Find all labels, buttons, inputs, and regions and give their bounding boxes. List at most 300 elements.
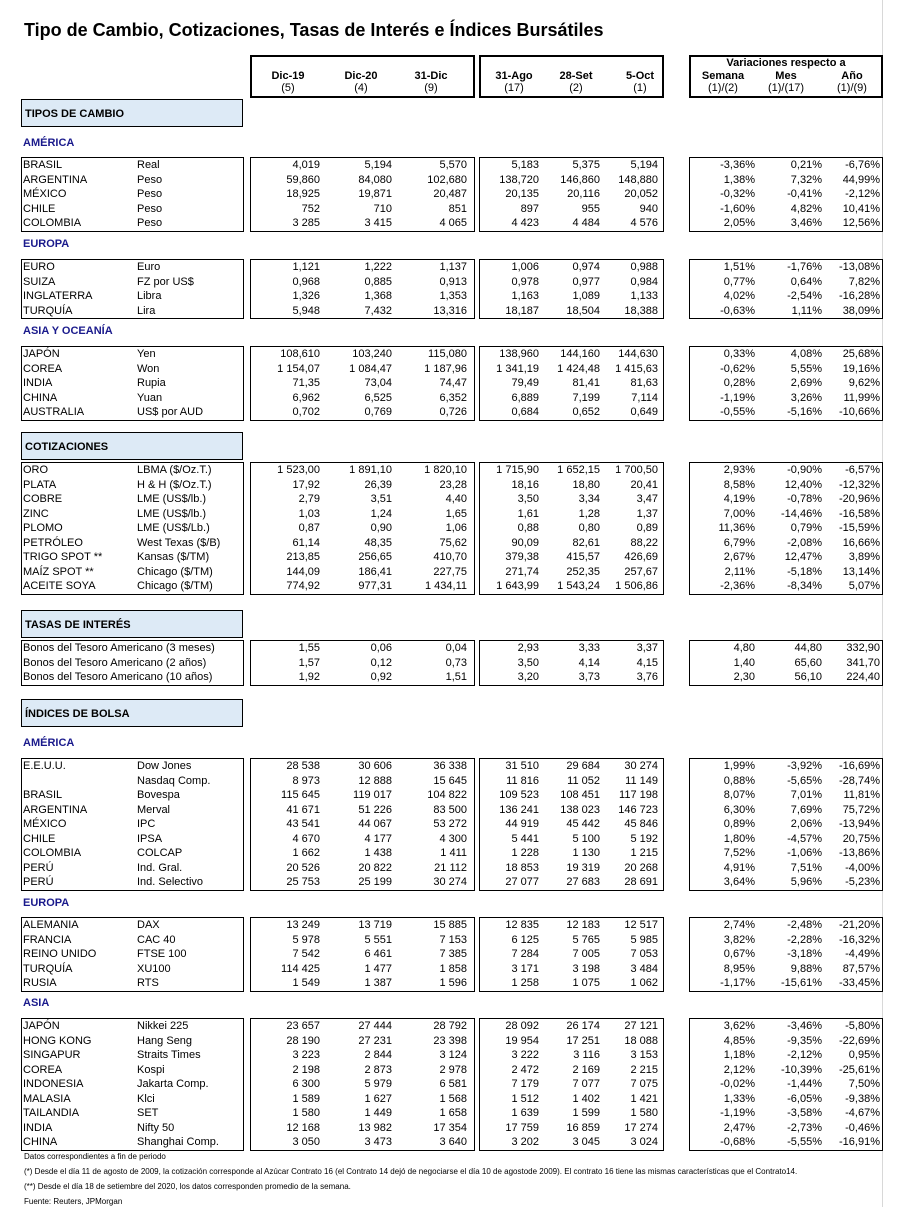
row-value: 13 249: [286, 919, 320, 931]
row-value: -3,36%: [720, 159, 755, 171]
row-value: -2,28%: [787, 933, 822, 946]
row-value: 0,974: [572, 261, 600, 273]
row-value: 3 124: [439, 1049, 467, 1061]
row-label: MÉXICO: [23, 188, 67, 200]
row-value: 6 461: [364, 948, 392, 960]
row-value: -4,49%: [845, 948, 880, 960]
row-value: 774,92: [286, 580, 320, 592]
row-instrument: LBMA ($/Oz.T.): [137, 464, 212, 476]
row-value: 1,33%: [723, 1092, 755, 1105]
row-value: 1,99%: [723, 760, 755, 772]
row-value: 1,65: [445, 507, 467, 520]
row-value: 18,388: [624, 304, 658, 317]
row-label: CHINA: [23, 1136, 58, 1148]
row-value: 7,51%: [790, 861, 822, 874]
row-value: 4,82%: [790, 202, 822, 215]
row-value: 51 226: [358, 803, 392, 816]
row-value: 851: [448, 202, 467, 215]
row-value: 117 198: [619, 789, 658, 801]
row-value: 0,64%: [790, 275, 822, 288]
row-value: 7 005: [572, 948, 600, 960]
row-value: 3 223: [292, 1049, 320, 1061]
row-label: ACEITE SOYA: [23, 580, 96, 592]
row-value: -0,63%: [720, 304, 755, 317]
row-value: 25 199: [358, 876, 392, 888]
row-value: 1,37: [636, 507, 658, 520]
row-value: -9,38%: [845, 1092, 880, 1105]
row-value: 1 062: [630, 977, 658, 989]
row-instrument: Ind. Gral.: [137, 861, 183, 874]
row-instrument: Peso: [137, 173, 163, 186]
variation-col-0: [691, 70, 755, 94]
row-value: 0,28%: [723, 377, 755, 389]
row-instrument: LME (US$/Lb.): [137, 522, 210, 534]
row-instrument: DAX: [137, 919, 160, 931]
row-value: 2,74%: [723, 919, 755, 931]
row-instrument: XU100: [137, 962, 171, 975]
row-value: 79,49: [511, 377, 539, 389]
row-value: 0,885: [364, 275, 392, 288]
row-value: 136 241: [499, 803, 539, 816]
section-title-tasas-de-inter-s: TASAS DE INTERÉS: [21, 610, 243, 638]
row-value: 48,35: [364, 536, 392, 549]
row-value: -13,86%: [839, 847, 880, 859]
row-value: 0,988: [630, 261, 658, 273]
row-label: ARGENTINA: [23, 803, 88, 816]
header-col-5: [605, 70, 675, 94]
row-value: 3 116: [573, 1049, 600, 1061]
row-value: 5,375: [572, 159, 600, 171]
row-instrument: Nikkei 225: [137, 1020, 189, 1032]
row-value: 2,93: [517, 642, 539, 654]
row-value: 28 538: [286, 760, 320, 772]
row-value: 1 580: [292, 1107, 320, 1119]
row-value: -21,20%: [839, 919, 880, 931]
row-value: -6,76%: [845, 159, 880, 171]
row-instrument: Ind. Selectivo: [137, 876, 204, 888]
row-value: 7,01%: [790, 789, 822, 801]
row-value: 1,24: [370, 507, 392, 520]
row-label: SINGAPUR: [23, 1049, 81, 1061]
row-value: 1,121: [292, 261, 320, 273]
row-value: 6 581: [439, 1078, 467, 1090]
row-value: 1,57: [298, 656, 320, 669]
row-value: 8,07%: [723, 789, 755, 801]
row-value: 1,03: [298, 507, 320, 520]
row-value: 0,88%: [723, 774, 755, 787]
row-value: 0,984: [630, 275, 658, 288]
row-value: 21 112: [434, 861, 467, 874]
row-value: 2 873: [364, 1063, 392, 1076]
row-value: 0,89%: [723, 818, 755, 830]
row-value: 7,69%: [790, 803, 822, 816]
row-value: 23,28: [439, 478, 467, 491]
row-label: INDIA: [23, 377, 53, 389]
row-value: 2,30: [733, 671, 755, 683]
row-value: 2,12%: [723, 1063, 755, 1076]
row-value: 1,222: [364, 261, 392, 273]
row-value: 71,35: [292, 377, 320, 389]
row-value: 102,680: [427, 173, 467, 186]
row-instrument: COLCAP: [137, 847, 183, 859]
row-value: 28 691: [624, 876, 658, 888]
row-value: 3 473: [364, 1136, 392, 1148]
row-value: 144,09: [286, 565, 320, 578]
row-instrument: Kospi: [137, 1063, 165, 1076]
row-label: Bonos del Tesoro Americano (10 años): [23, 671, 213, 683]
row-value: 73,04: [364, 377, 392, 389]
row-value: 3,62%: [723, 1020, 755, 1032]
row-value: 6 300: [292, 1078, 320, 1090]
row-value: 17 354: [433, 1121, 467, 1134]
row-value: -1,06%: [787, 847, 822, 859]
row-label: E.E.U.U.: [23, 760, 66, 772]
row-instrument: Lira: [137, 304, 156, 317]
row-value: 3,76: [636, 671, 658, 683]
row-value: -0,90%: [787, 464, 822, 476]
row-value: -1,19%: [720, 1107, 755, 1119]
row-value: 16,66%: [842, 536, 880, 549]
row-value: 3,47: [636, 493, 658, 505]
row-value: 3,89%: [848, 551, 880, 563]
row-value: 1 187,96: [424, 362, 467, 375]
row-instrument: Kansas ($/TM): [137, 551, 210, 563]
row-label: JAPÓN: [23, 1020, 60, 1032]
row-value: 65,60: [794, 656, 822, 669]
row-value: 7,82%: [848, 275, 880, 288]
row-value: 20,116: [567, 188, 600, 200]
row-value: 1 820,10: [424, 464, 467, 476]
row-value: 5,570: [439, 159, 467, 171]
row-label: COREA: [23, 1063, 63, 1076]
row-value: 19 954: [505, 1034, 539, 1047]
row-value: 20,487: [433, 188, 467, 200]
row-value: 27 683: [566, 876, 600, 888]
row-value: -20,96%: [839, 493, 880, 505]
row-value: 1 387: [364, 977, 392, 989]
row-value: 5 979: [364, 1078, 392, 1090]
row-value: 6,79%: [723, 536, 755, 549]
row-value: -0,62%: [720, 362, 755, 375]
row-value: 2 215: [630, 1063, 658, 1076]
row-value: 2,79: [298, 493, 320, 505]
row-value: 2,47%: [723, 1121, 755, 1134]
row-value: 5 192: [630, 832, 658, 845]
row-value: 1,28: [578, 507, 600, 520]
row-value: 1 568: [439, 1092, 467, 1105]
row-value: 332,90: [846, 642, 880, 654]
row-value: 4,85%: [723, 1034, 755, 1047]
row-value: 1 662: [292, 847, 320, 859]
row-value: 3 640: [439, 1136, 467, 1148]
row-value: 20,135: [505, 188, 539, 200]
row-value: -22,69%: [839, 1034, 880, 1047]
row-value: 12,56%: [842, 217, 880, 229]
row-value: 1,368: [364, 290, 392, 302]
row-instrument: Chicago ($/TM): [137, 580, 213, 592]
header-col-name: Dic-20: [344, 70, 378, 82]
row-instrument: Dow Jones: [137, 760, 192, 772]
row-value: 1,18%: [723, 1049, 755, 1061]
variation-col-2: [820, 70, 884, 94]
row-value: 29 684: [566, 760, 600, 772]
row-label: PLOMO: [23, 522, 63, 534]
row-value: 1,51%: [723, 261, 755, 273]
row-label: BRASIL: [23, 789, 63, 801]
row-value: 28 190: [286, 1034, 320, 1047]
row-value: 9,88%: [790, 962, 822, 975]
row-value: 28 792: [433, 1020, 467, 1032]
row-instrument: Hang Seng: [137, 1034, 193, 1047]
row-value: 1,089: [572, 290, 600, 302]
row-value: 5,948: [292, 304, 320, 317]
row-value: 119 017: [353, 789, 392, 801]
row-value: 4,19%: [723, 493, 755, 505]
row-value: 1 599: [572, 1107, 600, 1119]
row-value: 4,02%: [723, 290, 755, 302]
row-value: 3,50: [517, 656, 539, 669]
row-value: 3 198: [572, 962, 600, 975]
row-label: PERÚ: [23, 876, 54, 888]
row-value: 1 512: [511, 1092, 539, 1105]
row-value: 109 523: [499, 789, 539, 801]
row-value: 3 222: [511, 1049, 539, 1061]
row-instrument: Jakarta Comp.: [137, 1078, 209, 1090]
row-value: 1,51: [445, 671, 467, 683]
row-value: 4 484: [572, 217, 600, 229]
row-value: 7 075: [630, 1078, 658, 1090]
row-value: 0,06: [370, 642, 392, 654]
header-col-sub: (4): [354, 82, 368, 94]
row-value: 13 719: [358, 919, 392, 931]
row-value: 1 627: [364, 1092, 392, 1105]
row-value: 6,962: [292, 391, 320, 404]
row-value: -16,91%: [839, 1136, 880, 1148]
row-value: 1 643,99: [496, 580, 539, 592]
row-value: 12 888: [358, 774, 392, 787]
row-value: 1 858: [439, 962, 467, 975]
row-value: 30 274: [624, 760, 658, 772]
row-instrument: Rupia: [137, 377, 166, 389]
row-value: 53 272: [433, 818, 467, 830]
row-label: ARGENTINA: [23, 173, 88, 186]
row-value: 1 424,48: [557, 362, 600, 375]
row-value: 103,240: [352, 348, 392, 360]
row-value: 0,89: [636, 522, 658, 534]
row-value: 12 183: [566, 919, 600, 931]
row-value: 3,50: [517, 493, 539, 505]
row-value: 7 153: [439, 933, 467, 946]
row-value: 75,72%: [842, 803, 880, 816]
footnote-1: (*) Desde el día 11 de agosto de 2009, la cotización corresponde al Azúcar Contrato 16 (el Contrato 14 dejó de negociarse el día 10 de agostode 2009). El contrato 16 tiene las mismas características que el Contrato14.: [24, 1167, 798, 1176]
row-value: 1 130: [572, 847, 600, 859]
row-value: 2,67%: [723, 551, 755, 563]
row-value: 18,16: [511, 478, 539, 491]
row-value: 3,46%: [790, 217, 822, 229]
row-value: 138 023: [560, 803, 600, 816]
row-value: 3 024: [630, 1136, 658, 1148]
row-value: 1 258: [511, 977, 539, 989]
row-label: COLOMBIA: [23, 217, 82, 229]
header-col-name: Dic-19: [271, 70, 305, 82]
row-instrument: Nasdaq Comp.: [137, 774, 211, 787]
row-value: 4 177: [364, 832, 392, 845]
header-col-4: [541, 70, 611, 94]
footnote-3: Fuente: Reuters, JPMorgan: [24, 1197, 123, 1206]
row-value: 146 723: [618, 803, 658, 816]
row-value: 13 982: [358, 1121, 392, 1134]
row-value: 1 341,19: [496, 362, 539, 375]
row-value: -2,54%: [787, 290, 822, 302]
row-value: 1 506,86: [615, 580, 658, 592]
row-value: 36 338: [433, 760, 467, 772]
row-value: 44 919: [505, 818, 539, 830]
row-value: 5,55%: [790, 362, 822, 375]
row-value: -1,19%: [720, 391, 755, 404]
row-value: -10,39%: [781, 1063, 822, 1076]
row-value: 1 652,15: [557, 464, 600, 476]
row-value: -5,55%: [787, 1136, 822, 1148]
row-value: 25 753: [286, 876, 320, 888]
row-value: 88,22: [630, 536, 658, 549]
row-value: 3 202: [511, 1136, 539, 1148]
row-value: -0,46%: [845, 1121, 880, 1134]
row-value: 0,684: [511, 406, 539, 418]
row-value: 1 415,63: [615, 362, 658, 375]
header-col-sub: (17): [504, 82, 524, 94]
row-value: 1 411: [440, 847, 467, 859]
row-value: 4 423: [511, 217, 539, 229]
row-value: 2,05%: [723, 217, 755, 229]
row-value: 5,07%: [848, 580, 880, 592]
row-value: -33,45%: [839, 977, 880, 989]
row-value: 81,41: [572, 377, 600, 389]
row-value: 7,52%: [723, 847, 755, 859]
row-value: 20 526: [286, 861, 320, 874]
row-value: 3,33: [578, 642, 600, 654]
row-value: 0,726: [439, 406, 467, 418]
row-instrument: Won: [137, 362, 160, 375]
row-value: 15 645: [433, 774, 467, 787]
row-value: 7 179: [511, 1078, 539, 1090]
row-value: 426,69: [624, 551, 658, 563]
row-value: 1 700,50: [615, 464, 658, 476]
row-value: 16 859: [566, 1121, 600, 1134]
row-value: 18,925: [286, 188, 320, 200]
row-value: 81,63: [630, 377, 658, 389]
row-value: 1,11%: [791, 304, 822, 317]
row-label: MALASIA: [23, 1092, 71, 1105]
row-value: -5,16%: [787, 406, 822, 418]
row-value: 4,40: [445, 493, 467, 505]
row-value: 2 169: [572, 1063, 600, 1076]
row-value: 2,06%: [790, 818, 822, 830]
row-label: INGLATERRA: [23, 290, 93, 302]
row-value: 1,40: [733, 656, 755, 669]
row-value: 252,35: [566, 565, 600, 578]
row-value: -12,32%: [839, 478, 880, 491]
row-value: -3,92%: [787, 760, 822, 772]
row-value: -1,44%: [787, 1078, 822, 1090]
header-col-sub: (2): [569, 82, 583, 94]
row-value: 3 153: [630, 1049, 658, 1061]
row-value: 30 274: [433, 876, 467, 888]
row-instrument: Libra: [137, 290, 162, 302]
row-value: 7 284: [511, 948, 539, 960]
row-instrument: Peso: [137, 202, 163, 215]
row-value: 83 500: [433, 803, 467, 816]
row-value: -6,57%: [845, 464, 880, 476]
row-value: 23 657: [286, 1020, 320, 1032]
row-value: 108,610: [280, 348, 320, 360]
variation-col-sub: (1)/(17): [767, 82, 805, 94]
row-value: 44,80: [794, 642, 822, 654]
row-value: 17 251: [566, 1034, 600, 1047]
row-value: 415,57: [566, 551, 600, 563]
row-value: -0,68%: [720, 1136, 755, 1148]
row-instrument: LME (US$/lb.): [137, 507, 207, 520]
row-value: -2,12%: [787, 1049, 822, 1061]
row-value: 4,15: [636, 656, 658, 669]
row-value: 4,019: [292, 159, 320, 171]
row-instrument: Real: [137, 159, 160, 171]
header-col-name: 5-Oct: [625, 70, 655, 82]
row-value: 955: [581, 202, 600, 215]
variation-col-sub: (1)/(9): [837, 82, 867, 94]
row-value: 410,70: [433, 551, 467, 563]
row-label: CHILE: [23, 202, 56, 215]
row-value: 26,39: [364, 478, 392, 491]
row-value: 897: [520, 202, 539, 215]
row-value: 5 100: [572, 832, 600, 845]
row-value: 5,183: [511, 159, 539, 171]
row-value: -5,18%: [787, 565, 822, 578]
row-value: 1 549: [292, 977, 320, 989]
row-instrument: IPSA: [137, 832, 163, 845]
footnote-0: Datos correspondientes a fin de periodo: [24, 1152, 166, 1161]
row-value: 1,006: [511, 261, 539, 273]
header-col-sub: (5): [281, 82, 295, 94]
row-value: 41 671: [286, 803, 320, 816]
row-label: TRIGO SPOT **: [23, 551, 103, 563]
row-label: EURO: [23, 261, 55, 273]
row-value: -0,55%: [720, 406, 755, 418]
row-label: TAILANDIA: [23, 1107, 80, 1119]
row-value: 1 084,47: [349, 362, 392, 375]
header-col-sub: (9): [424, 82, 438, 94]
variation-col-sub: (1)/(2): [708, 82, 738, 94]
row-value: -1,76%: [787, 261, 822, 273]
row-value: 186,41: [358, 565, 392, 578]
row-value: -1,17%: [720, 977, 755, 989]
row-value: 3 285: [292, 217, 320, 229]
section-title--ndices-de-bolsa: ÍNDICES DE BOLSA: [21, 699, 243, 727]
row-value: 4 670: [292, 832, 320, 845]
row-value: 115,080: [428, 348, 467, 360]
row-label: CHINA: [23, 391, 58, 404]
row-value: 13,316: [433, 304, 467, 317]
row-value: 12,47%: [784, 551, 822, 563]
region-label: AMÉRICA: [23, 737, 75, 749]
row-instrument: Yen: [137, 348, 156, 360]
row-instrument: Nifty 50: [137, 1121, 175, 1134]
row-value: 271,74: [505, 565, 539, 578]
row-value: 0,67%: [723, 948, 755, 960]
row-value: 12 517: [624, 919, 658, 931]
row-value: 3,37: [636, 642, 658, 654]
row-value: 75,62: [439, 536, 467, 549]
row-value: 7 053: [630, 948, 658, 960]
